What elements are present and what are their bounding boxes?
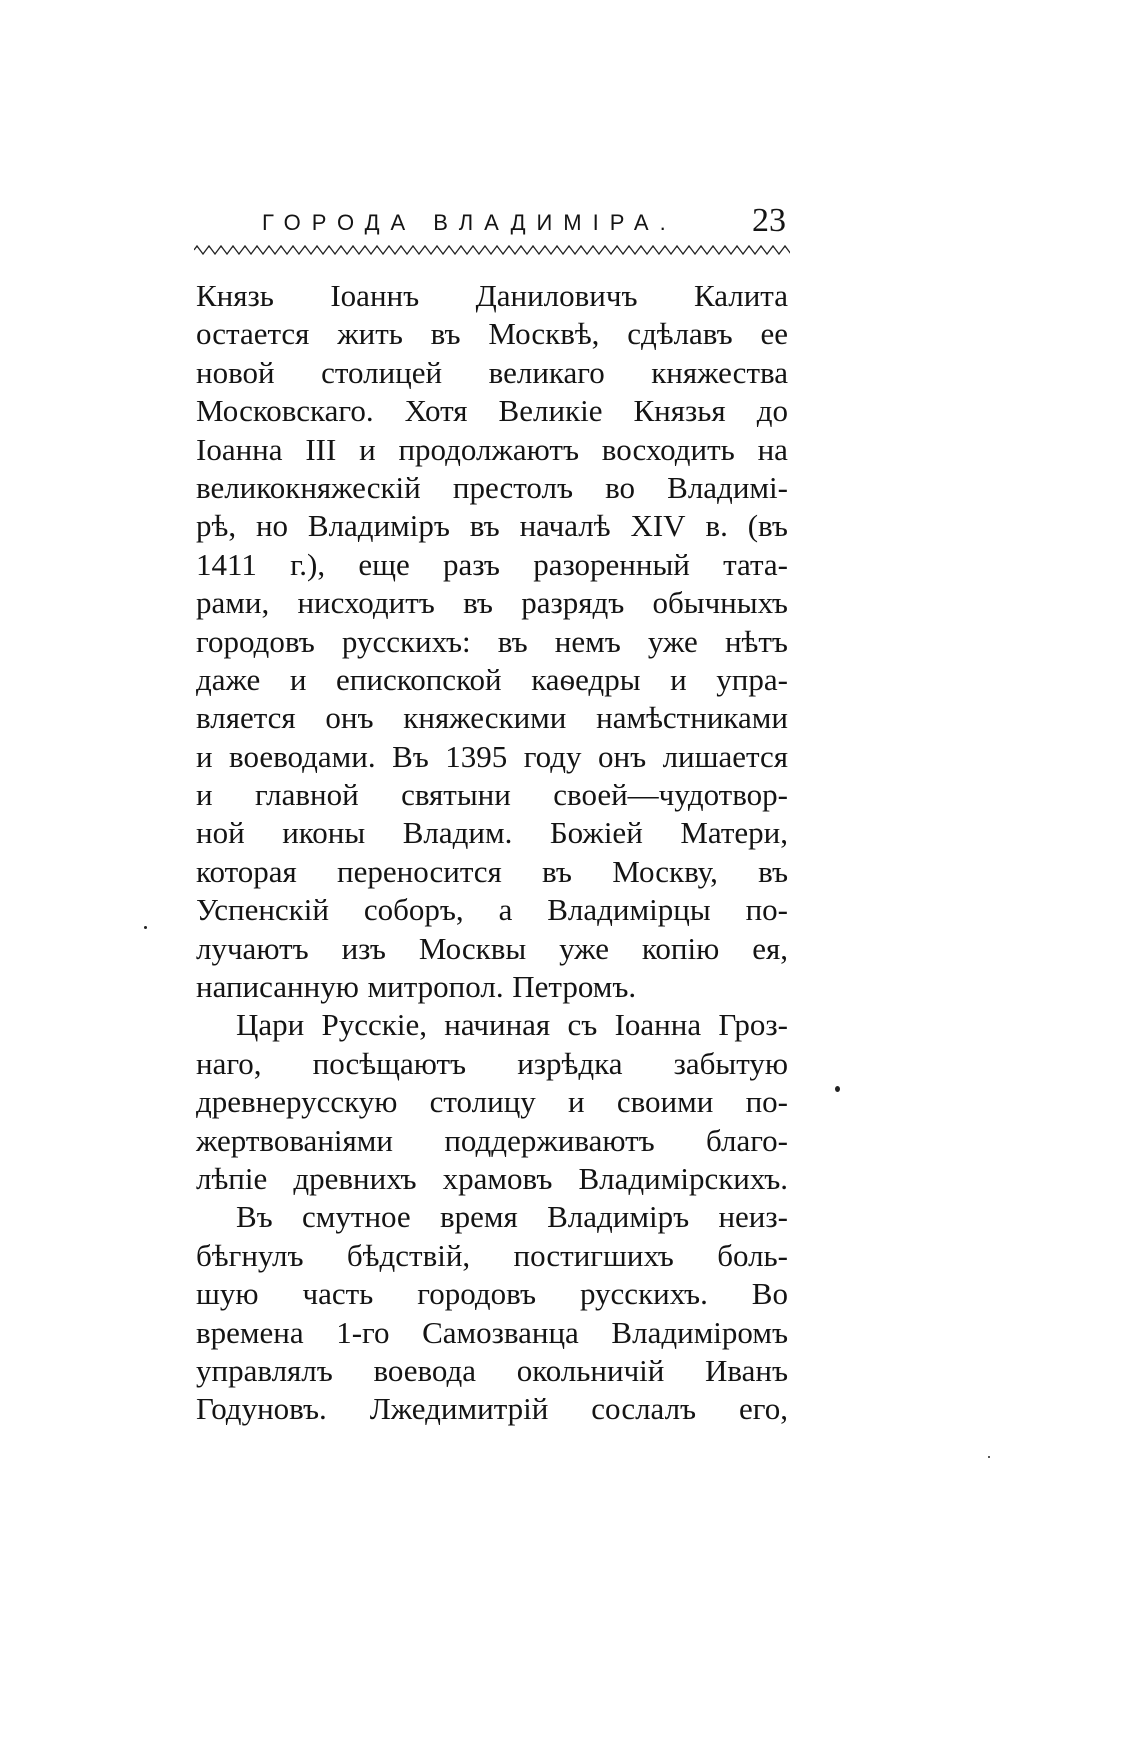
word: продолжаютъ [398,431,579,467]
word: своей—чудотвор- [553,777,788,813]
word: и [670,661,687,697]
word: и [568,1084,585,1120]
text-line [196,1160,788,1198]
word: и [196,777,213,813]
word: каѳедры [531,661,641,697]
word: написанную [196,969,359,1005]
text-line [196,469,788,507]
word: восходить [601,431,735,467]
text-line [196,1198,788,1236]
word: и [359,431,376,467]
word: Цари [236,1007,305,1043]
word: Даниловичъ [475,278,638,313]
word: Москвы [418,930,527,966]
word: Великіе [498,393,603,429]
word: Петромъ. [512,969,637,1005]
word: рами, [196,585,270,621]
word: святыни [401,777,511,813]
text-line [196,699,788,737]
word: Лжедимитрій [369,1391,549,1427]
text-line [196,584,788,622]
text-line [196,1390,788,1428]
word: и [196,738,213,774]
word: нисходитъ [297,585,435,621]
word: въ [463,585,493,621]
word: упра- [716,661,788,697]
word: еще [358,546,410,582]
word: онъ [325,700,374,736]
word: Во [751,1276,788,1312]
word: древнерусскую [196,1084,398,1120]
word: престолъ [452,469,573,505]
word: своими [616,1084,714,1120]
word: лѣпіе [196,1160,268,1196]
word: Владиміръ [547,1199,690,1235]
text-line [196,277,788,315]
word: по- [745,892,788,928]
word: Москвѣ, [488,316,600,352]
word: Русскіе, [321,1007,427,1043]
word: Самозванца [422,1314,579,1350]
word: Князь [196,278,274,313]
word: которая [196,853,297,889]
word: городовъ [196,623,315,659]
word: времена [196,1314,304,1350]
word: Московскаго. [196,393,374,429]
word: Владимірскихъ. [578,1160,788,1196]
word: ея, [752,930,788,966]
word: Москву, [612,853,718,889]
word: боль- [717,1237,788,1273]
word: городовъ [417,1276,536,1312]
word: столицу [429,1084,536,1120]
running-head [194,204,790,244]
word: разоренный [533,546,690,582]
word: изрѣдка [517,1045,623,1081]
word: постигшихъ [513,1237,674,1273]
word: столицей [321,354,443,390]
word: часть [302,1276,374,1312]
text-line [196,623,788,661]
text-line [196,814,788,852]
text-line [196,1045,788,1083]
text-line [196,853,788,891]
word: управлялъ [196,1352,333,1388]
word: нѣтъ [724,623,788,659]
word: разъ [442,546,500,582]
word: лучаютъ [196,930,309,966]
text-line [196,1314,788,1352]
word: даже [196,661,261,697]
word: въ [497,623,528,659]
text-line [196,1275,788,1313]
word: 1395 [445,738,508,774]
word: обычныхъ [652,585,788,621]
word: но [255,508,289,544]
word: Іоанна [614,1007,702,1043]
word: сослалъ [591,1391,697,1427]
text-line [196,1122,788,1160]
word: Хотя [404,393,468,429]
page-number: 23 [752,202,786,239]
word: жертвованіями [196,1122,393,1158]
word: Владимірцы [547,892,711,928]
word: благо- [705,1122,788,1158]
word: намѣстниками [596,700,788,736]
word: соборъ, [363,892,464,928]
word: начиная [444,1007,551,1043]
word: великокняжескій [196,469,421,505]
word: лишается [662,738,788,774]
word: иконы [282,815,366,851]
text-line [196,354,788,392]
word: на [757,431,788,467]
word: наго, [196,1045,262,1081]
word: разрядъ [521,585,625,621]
word: Годуновъ. [196,1391,327,1427]
word: изъ [341,930,386,966]
text-line [196,891,788,929]
word: епископской [336,661,502,697]
word: русскихъ: [341,623,471,659]
word: III [305,431,337,467]
text-line [196,661,788,699]
word: (въ [747,508,788,544]
text-line [196,930,788,968]
word: переносится [337,853,502,889]
word: смутное [302,1199,411,1235]
scan-speck [988,1456,990,1458]
word: великаго [488,354,605,390]
word: Божіей [549,815,643,851]
word: новой [196,354,275,390]
word: копію [641,930,720,966]
word: его, [739,1391,788,1427]
word: Іоаннъ [330,278,420,313]
word: сдѣлавъ [627,316,733,352]
word: онъ [598,738,647,774]
word: воевода [373,1352,477,1388]
word: Иванъ [705,1352,788,1388]
word: забытую [673,1045,788,1081]
word: году [523,738,582,774]
word: неиз- [718,1199,788,1235]
word: главной [254,777,359,813]
running-title: ГОРОДА ВЛАДИМІРА. [262,210,677,235]
word: рѣ, [196,508,237,544]
word: посѣщаютъ [312,1045,467,1081]
text-line [196,776,788,814]
scan-speck [144,926,147,929]
word: княжества [651,354,788,390]
text-line [196,1237,788,1275]
word: Владиміромъ [611,1314,788,1350]
word: въ [758,853,788,889]
word: митропол. [367,969,504,1005]
text-line [196,431,788,469]
word: до [756,393,788,429]
word: ее [760,316,788,352]
word: 1-го [336,1314,390,1350]
word: началѣ [519,508,611,544]
text-line [196,1006,788,1044]
text-line [196,738,788,776]
word: немъ [554,623,621,659]
word: Въ [236,1199,273,1235]
word: въ [430,316,461,352]
text-line [196,315,788,353]
wavy-rule-divider [194,244,790,256]
word: въ [542,853,572,889]
word: XIV [630,508,686,544]
word: Калита [693,278,788,313]
word: вляется [196,700,296,736]
text-line [196,968,788,1006]
word: поддерживаютъ [444,1122,655,1158]
word: Владиміръ [307,508,450,544]
word: бѣгнулъ [196,1237,304,1273]
word: воеводами. [229,738,376,774]
word: время [440,1199,518,1235]
word: по- [745,1084,788,1120]
text-line [196,1083,788,1121]
word: древнихъ [293,1160,417,1196]
scan-speck [835,1086,840,1092]
word: храмовъ [442,1160,553,1196]
word: жить [337,316,403,352]
word: Владимі- [667,469,788,505]
word: шую [196,1276,259,1312]
word: окольничій [516,1352,665,1388]
text-line [196,1352,788,1390]
word: Матери, [680,815,788,851]
word: съ [567,1007,598,1043]
word: Въ [392,738,429,774]
word: тата- [723,546,788,582]
word: 1411 [196,546,257,582]
body-text [196,277,788,1429]
word: княжескими [403,700,567,736]
text-line [196,507,788,545]
word: Владим. [402,815,513,851]
word: русскихъ. [579,1276,708,1312]
word: уже [559,930,609,966]
word: ной [196,815,245,851]
word: остается [196,316,310,352]
word: Іоанна [196,431,283,467]
text-line [196,546,788,584]
word: во [605,469,636,505]
word: Гроз- [718,1007,788,1043]
word: г.), [290,546,326,582]
word: в. [705,508,728,544]
word: Успенскій [196,892,329,928]
word: и [289,661,307,697]
word: а [498,892,513,928]
word: въ [469,508,500,544]
word: Князья [633,393,726,429]
word: уже [647,623,698,659]
text-line [196,392,788,430]
word: бѣдствій, [346,1237,471,1273]
